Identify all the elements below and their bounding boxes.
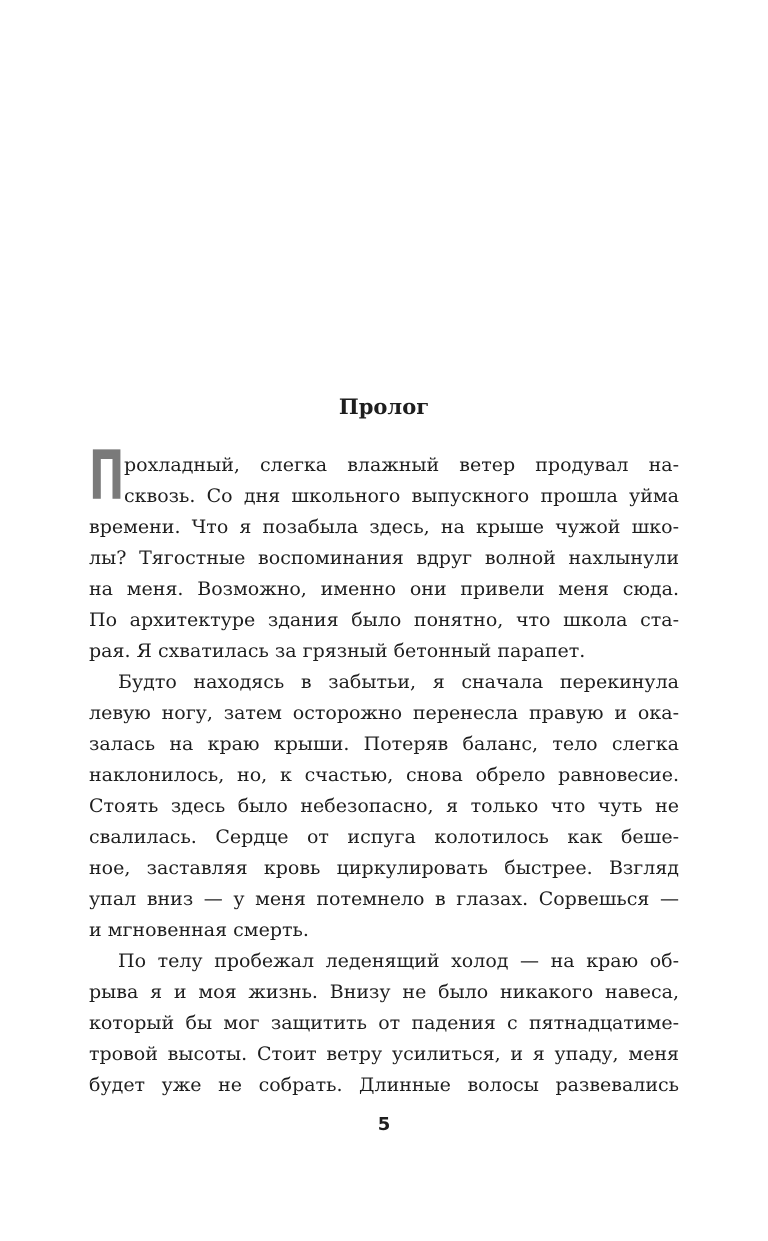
text-line: рыва я и моя жизнь. Внизу не было никакого навеса, bbox=[89, 981, 679, 1003]
page-number: 5 bbox=[377, 1114, 391, 1135]
text-line: который бы мог защитить от падения с пятнадцатиме- bbox=[89, 1012, 679, 1034]
text-line: По архитектуре здания было понятно, что школа ста- bbox=[89, 609, 679, 631]
paragraph-3 bbox=[89, 946, 679, 1101]
paragraph-2 bbox=[89, 667, 679, 946]
text-line: времени. Что я позабыла здесь, на крыше чужой шко- bbox=[89, 516, 679, 538]
text-line: наклонилось, но, к счастью, снова обрело равновесие. bbox=[89, 764, 679, 786]
drop-cap-lines bbox=[124, 450, 679, 512]
text-line: ное, заставляя кровь циркулировать быстрее. Взгляд bbox=[89, 857, 679, 879]
drop-cap-box bbox=[89, 437, 125, 516]
text-line: свалилась. Сердце от испуга колотилось как беше- bbox=[89, 826, 679, 848]
text-line: залась на краю крыши. Потеряв баланс, тело слегка bbox=[89, 733, 679, 755]
text-line: лы? Тягостные воспоминания вдруг волной нахлынули bbox=[89, 547, 679, 569]
drop-cap-letter: П bbox=[89, 437, 125, 516]
text-line: левую ногу, затем осторожно перенесла правую и ока- bbox=[89, 702, 679, 724]
text-line: и мгновенная смерть. bbox=[89, 919, 309, 941]
text-line: По телу пробежал леденящий холод — на краю об- bbox=[118, 950, 679, 972]
text-line: тровой высоты. Стоит ветру усилиться, и я упаду, меня bbox=[89, 1043, 679, 1065]
text-line: сквозь. Со дня школьного выпускного прошла уйма bbox=[124, 485, 679, 507]
paragraph-1 bbox=[89, 512, 679, 667]
text-line: Будто находясь в забытьи, я сначала перекинула bbox=[118, 671, 679, 693]
text-line: упал вниз — у меня потемнело в глазах. Сорвешься — bbox=[89, 888, 679, 910]
text-line: Стоять здесь было небезопасно, я только что чуть не bbox=[89, 795, 679, 817]
text-line: на меня. Возможно, именно они привели меня сюда. bbox=[89, 578, 679, 600]
text-line: рая. Я схватилась за грязный бетонный парапет. bbox=[89, 640, 586, 662]
chapter-title: Пролог bbox=[338, 394, 430, 419]
text-line: будет уже не собрать. Длинные волосы развевались bbox=[89, 1074, 679, 1096]
text-line: рохладный, слегка влажный ветер продувал на- bbox=[124, 454, 679, 476]
